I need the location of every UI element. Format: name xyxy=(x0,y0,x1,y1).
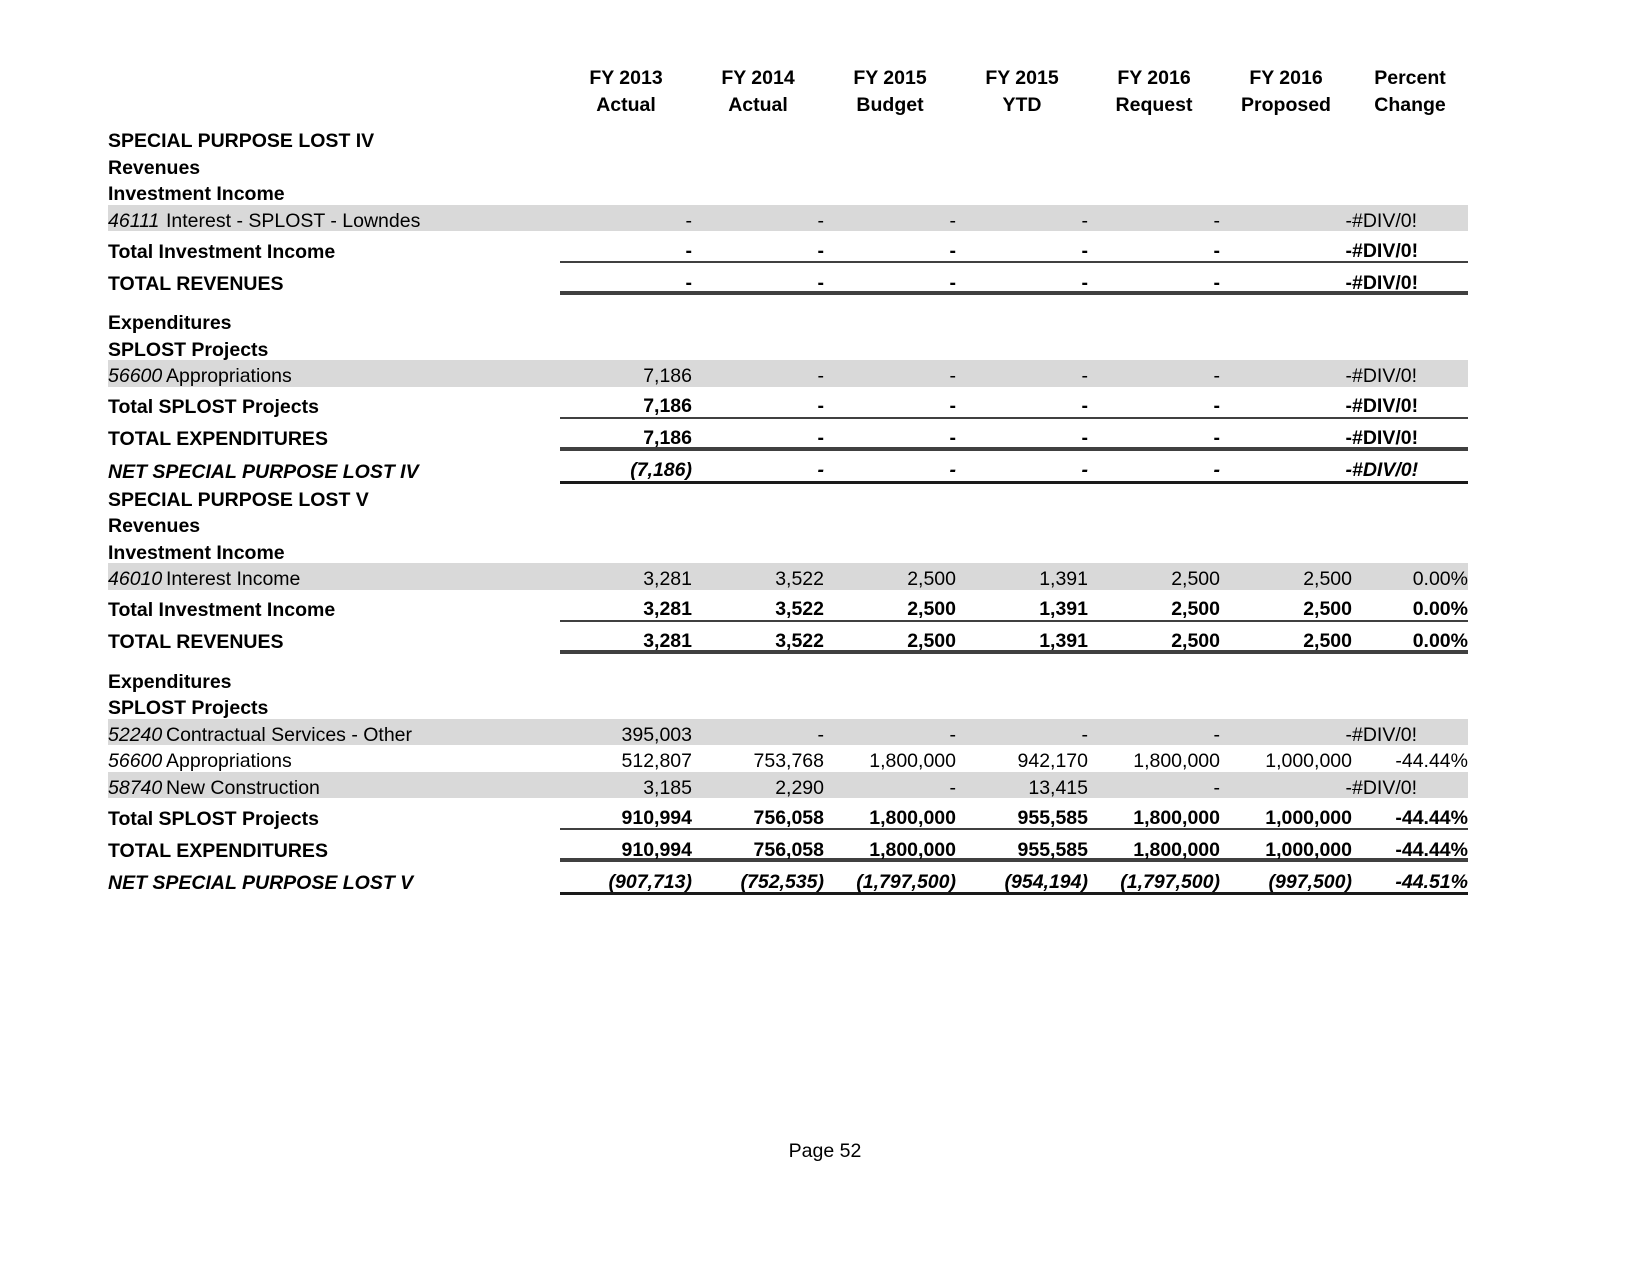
section-title-row xyxy=(108,125,1468,152)
cell-fy2015-budget: - xyxy=(824,719,956,746)
table-row xyxy=(108,387,1468,418)
header-fy2015ytd-line1: FY 2015 xyxy=(985,67,1059,89)
cell-fy2016-request: 1,800,000 xyxy=(1133,750,1220,772)
line-item-label xyxy=(108,563,560,590)
cell-fy2015-budget: 2,500 xyxy=(824,563,956,590)
table-row xyxy=(108,262,1468,294)
table-header-row-1 xyxy=(108,62,1468,89)
cell-percent-change: -44.44% xyxy=(1352,829,1468,861)
splost-projects-heading: SPLOST Projects xyxy=(108,338,269,361)
cell-fy2015-budget: - xyxy=(824,418,956,450)
table-row xyxy=(108,205,1468,232)
table-row xyxy=(108,590,1468,621)
total-expenditures-label: TOTAL EXPENDITURES xyxy=(108,428,328,450)
section-title-filler xyxy=(560,125,1468,152)
cell-fy2013: 7,186 xyxy=(560,387,692,418)
cell-fy2016-request: - xyxy=(1088,418,1220,450)
account-number: 46111 xyxy=(108,209,160,232)
cell-fy2014: - xyxy=(692,450,824,483)
section-title: SPECIAL PURPOSE LOST IV xyxy=(108,130,375,152)
cell-fy2013: 910,994 xyxy=(560,829,692,861)
cell-fy2015-ytd: - xyxy=(956,360,1088,387)
line-item-label xyxy=(108,719,560,746)
cell-fy2016-request: 2,500 xyxy=(1088,621,1220,653)
cell-fy2015-budget: 1,800,000 xyxy=(824,798,956,829)
splost-projects-heading-row xyxy=(108,334,1468,361)
net-row xyxy=(108,450,1468,483)
cell-percent-change: #DIV/0! xyxy=(1352,387,1468,418)
splost-projects-heading-filler xyxy=(560,692,1468,719)
total-expenditures-label: TOTAL EXPENDITURES xyxy=(108,839,328,862)
cell-fy2015-budget: 1,800,000 xyxy=(869,750,956,772)
cell-fy2016-proposed: 1,000,000 xyxy=(1265,750,1352,772)
cell-fy2015-ytd: - xyxy=(956,231,1088,262)
cell-fy2015-budget: - xyxy=(824,205,956,232)
cell-fy2015-ytd: - xyxy=(956,450,1088,483)
cell-fy2014: - xyxy=(692,231,824,262)
table-row xyxy=(108,719,1468,746)
cell-fy2015-ytd: 955,585 xyxy=(956,829,1088,861)
cell-fy2016-proposed: 1,000,000 xyxy=(1220,829,1352,861)
section-title: SPECIAL PURPOSE LOST V xyxy=(108,488,369,511)
cell-fy2016-request: - xyxy=(1088,262,1220,294)
table-row xyxy=(108,418,1468,450)
revenues-heading-row xyxy=(108,152,1468,179)
account-number: 56600 xyxy=(108,750,163,772)
cell-fy2016-request: 2,500 xyxy=(1088,590,1220,621)
cell-fy2016-proposed: - xyxy=(1220,360,1352,387)
spacer-row xyxy=(108,653,1468,666)
line-item-label xyxy=(108,360,560,387)
revenues-heading-row xyxy=(108,510,1468,537)
total-splost-projects-label: Total SPLOST Projects xyxy=(108,807,319,830)
revenues-heading: Revenues xyxy=(108,515,201,537)
cell-percent-change: -44.51% xyxy=(1352,861,1468,894)
account-number: 56600 xyxy=(108,365,163,387)
cell-fy2016-proposed: (997,500) xyxy=(1220,861,1352,894)
cell-fy2016-request: - xyxy=(1088,205,1220,232)
cell-fy2015-ytd: 1,391 xyxy=(956,621,1088,653)
cell-fy2016-proposed: 2,500 xyxy=(1220,621,1352,653)
revenues-heading-filler xyxy=(560,152,1468,179)
total-investment-income-label: Total Investment Income xyxy=(108,599,336,621)
cell-fy2015-budget: - xyxy=(824,387,956,418)
cell-fy2016-request: - xyxy=(1088,231,1220,262)
cell-fy2015-ytd: - xyxy=(956,418,1088,450)
cell-fy2014: - xyxy=(692,262,824,294)
cell-fy2016-proposed: - xyxy=(1220,231,1352,262)
cell-percent-change: #DIV/0! xyxy=(1352,262,1468,294)
header-fy2015ytd-line2: YTD xyxy=(1002,93,1042,116)
net-label: NET SPECIAL PURPOSE LOST IV xyxy=(108,460,419,483)
total-investment-income-label: Total Investment Income xyxy=(108,240,336,263)
cell-fy2015-budget: 2,500 xyxy=(824,621,956,653)
cell-fy2014: 3,522 xyxy=(692,621,824,653)
total-splost-projects-label: Total SPLOST Projects xyxy=(108,396,319,418)
cell-percent-change: #DIV/0! xyxy=(1352,418,1468,450)
investment-income-heading-filler xyxy=(560,178,1468,205)
cell-fy2015-budget: - xyxy=(824,772,956,799)
cell-fy2013: - xyxy=(560,262,692,294)
cell-fy2014: 2,290 xyxy=(692,772,824,799)
cell-fy2013: 910,994 xyxy=(560,798,692,829)
cell-fy2015-ytd: 1,391 xyxy=(956,590,1088,621)
header-fy2015budget-line1: FY 2015 xyxy=(853,67,927,89)
cell-fy2016-proposed: 2,500 xyxy=(1220,563,1352,590)
line-item-label xyxy=(108,205,560,232)
splost-projects-heading: SPLOST Projects xyxy=(108,697,269,719)
spacer-row xyxy=(108,294,1468,307)
cell-fy2015-ytd: (954,194) xyxy=(956,861,1088,894)
header-label-blank-2 xyxy=(108,89,560,126)
cell-fy2016-proposed: - xyxy=(1220,387,1352,418)
cell-fy2014: - xyxy=(692,387,824,418)
cell-percent-change: -44.44% xyxy=(1352,798,1468,829)
expenditures-heading-row xyxy=(108,307,1468,334)
cell-fy2016-request: 1,800,000 xyxy=(1088,829,1220,861)
cell-fy2013: 512,807 xyxy=(621,750,692,772)
investment-income-heading: Investment Income xyxy=(108,541,285,564)
cell-fy2016-proposed: - xyxy=(1220,418,1352,450)
cell-fy2014: 753,768 xyxy=(753,750,824,772)
page-footer xyxy=(0,1140,1650,1163)
cell-fy2016-request: - xyxy=(1088,772,1220,799)
net-label: NET SPECIAL PURPOSE LOST V xyxy=(108,872,414,894)
cell-fy2014: 3,522 xyxy=(692,563,824,590)
cell-fy2015-budget: - xyxy=(824,360,956,387)
cell-fy2016-request: - xyxy=(1088,387,1220,418)
cell-fy2016-request: - xyxy=(1088,450,1220,483)
cell-fy2015-budget: (1,797,500) xyxy=(824,861,956,894)
budget-table xyxy=(108,62,1468,895)
investment-income-heading: Investment Income xyxy=(108,183,285,205)
cell-fy2015-ytd: 955,585 xyxy=(956,798,1088,829)
cell-fy2013: (7,186) xyxy=(560,450,692,483)
net-row xyxy=(108,861,1468,894)
header-percentchange-line2: Change xyxy=(1374,93,1446,116)
cell-fy2016-proposed: - xyxy=(1220,205,1352,232)
table-row xyxy=(108,798,1468,829)
cell-fy2016-request: 1,800,000 xyxy=(1088,798,1220,829)
cell-fy2015-budget: - xyxy=(824,231,956,262)
splost-projects-heading-filler xyxy=(560,334,1468,361)
cell-percent-change: #DIV/0! xyxy=(1352,719,1468,746)
account-number: 46010 xyxy=(108,568,163,590)
cell-fy2013: 3,185 xyxy=(560,772,692,799)
investment-income-heading-row xyxy=(108,178,1468,205)
cell-fy2013: 7,186 xyxy=(560,418,692,450)
cell-fy2016-proposed: 2,500 xyxy=(1220,590,1352,621)
account-name: Interest - SPLOST - Lowndes xyxy=(166,209,421,232)
cell-fy2016-proposed: - xyxy=(1220,719,1352,746)
header-fy2016request-line2: Request xyxy=(1115,93,1193,116)
table-row xyxy=(108,231,1468,262)
cell-fy2016-proposed: 1,000,000 xyxy=(1220,798,1352,829)
cell-fy2015-ytd: - xyxy=(956,387,1088,418)
investment-income-heading-row xyxy=(108,537,1468,564)
cell-fy2013: - xyxy=(560,231,692,262)
header-fy2016proposed-line1: FY 2016 xyxy=(1249,67,1323,89)
header-fy2013-line2: Actual xyxy=(596,93,656,116)
header-percentchange-line1: Percent xyxy=(1374,67,1446,89)
account-name: Interest Income xyxy=(166,568,301,590)
cell-fy2014: 756,058 xyxy=(692,798,824,829)
cell-fy2016-proposed: - xyxy=(1220,772,1352,799)
cell-fy2013: (907,713) xyxy=(560,861,692,894)
section-title-filler xyxy=(560,482,1468,510)
cell-fy2016-request: (1,797,500) xyxy=(1088,861,1220,894)
cell-percent-change: #DIV/0! xyxy=(1352,772,1468,799)
cell-fy2014: - xyxy=(692,418,824,450)
cell-fy2013: 3,281 xyxy=(560,563,692,590)
cell-fy2014: (752,535) xyxy=(692,861,824,894)
cell-fy2015-ytd: 942,170 xyxy=(1017,750,1088,772)
cell-fy2016-request: 2,500 xyxy=(1088,563,1220,590)
cell-fy2015-ytd: - xyxy=(956,719,1088,746)
cell-fy2014: - xyxy=(692,360,824,387)
cell-fy2016-request: - xyxy=(1088,719,1220,746)
cell-fy2016-proposed: - xyxy=(1220,262,1352,294)
cell-fy2014: 3,522 xyxy=(692,590,824,621)
line-item-label xyxy=(108,772,560,799)
cell-fy2015-budget: 1,800,000 xyxy=(824,829,956,861)
cell-percent-change: 0.00% xyxy=(1352,563,1468,590)
table-row xyxy=(108,563,1468,590)
page-number: Page 52 xyxy=(788,1140,862,1162)
expenditures-heading: Expenditures xyxy=(108,312,232,334)
cell-percent-change: #DIV/0! xyxy=(1352,205,1468,232)
cell-fy2015-ytd: 13,415 xyxy=(956,772,1088,799)
account-name: New Construction xyxy=(166,776,320,799)
cell-fy2013: 3,281 xyxy=(560,590,692,621)
total-revenues-label: TOTAL REVENUES xyxy=(108,631,284,653)
section-title-row xyxy=(108,482,1468,510)
total-revenues-label: TOTAL REVENUES xyxy=(108,272,284,295)
cell-fy2015-ytd: - xyxy=(956,205,1088,232)
table-row xyxy=(108,745,1468,772)
cell-fy2015-ytd: 1,391 xyxy=(956,563,1088,590)
cell-fy2015-ytd: - xyxy=(956,262,1088,294)
cell-fy2014: - xyxy=(692,205,824,232)
cell-percent-change: #DIV/0! xyxy=(1352,231,1468,262)
header-label-blank xyxy=(108,62,560,89)
header-fy2016proposed-line2: Proposed xyxy=(1241,93,1331,116)
revenues-heading-filler xyxy=(560,510,1468,537)
revenues-heading: Revenues xyxy=(108,156,201,179)
line-item-label xyxy=(108,745,560,772)
cell-fy2015-budget: 2,500 xyxy=(824,590,956,621)
header-fy2016request-line1: FY 2016 xyxy=(1117,67,1191,89)
expenditures-heading-filler xyxy=(560,666,1468,693)
header-fy2013-line1: FY 2013 xyxy=(589,67,663,89)
cell-fy2015-budget: - xyxy=(824,262,956,294)
cell-percent-change: #DIV/0! xyxy=(1352,450,1468,483)
account-number: 52240 xyxy=(108,723,163,746)
expenditures-heading-row xyxy=(108,666,1468,693)
expenditures-heading: Expenditures xyxy=(108,670,232,693)
cell-percent-change: 0.00% xyxy=(1352,621,1468,653)
cell-fy2013: 395,003 xyxy=(560,719,692,746)
cell-fy2015-budget: - xyxy=(824,450,956,483)
cell-fy2014: - xyxy=(692,719,824,746)
cell-percent-change: 0.00% xyxy=(1352,590,1468,621)
account-number: 58740 xyxy=(108,776,163,799)
cell-fy2016-request: - xyxy=(1088,360,1220,387)
cell-percent-change: #DIV/0! xyxy=(1352,360,1468,387)
table-header-row-2 xyxy=(108,89,1468,126)
account-name: Contractual Services - Other xyxy=(166,723,413,746)
expenditures-heading-filler xyxy=(560,307,1468,334)
table-row xyxy=(108,829,1468,861)
cell-fy2013: - xyxy=(560,205,692,232)
investment-income-heading-filler xyxy=(560,537,1468,564)
account-name: Appropriations xyxy=(166,365,292,387)
table-row xyxy=(108,772,1468,799)
account-name: Appropriations xyxy=(166,750,292,772)
header-fy2014-line2: Actual xyxy=(728,93,788,116)
header-fy2015budget-line2: Budget xyxy=(856,93,924,116)
header-fy2014-line1: FY 2014 xyxy=(721,67,795,89)
cell-fy2016-proposed: - xyxy=(1220,450,1352,483)
cell-fy2013: 7,186 xyxy=(560,360,692,387)
cell-fy2014: 756,058 xyxy=(692,829,824,861)
table-row xyxy=(108,621,1468,653)
splost-projects-heading-row xyxy=(108,692,1468,719)
table-row xyxy=(108,360,1468,387)
cell-percent-change: -44.44% xyxy=(1395,750,1468,772)
cell-fy2013: 3,281 xyxy=(560,621,692,653)
